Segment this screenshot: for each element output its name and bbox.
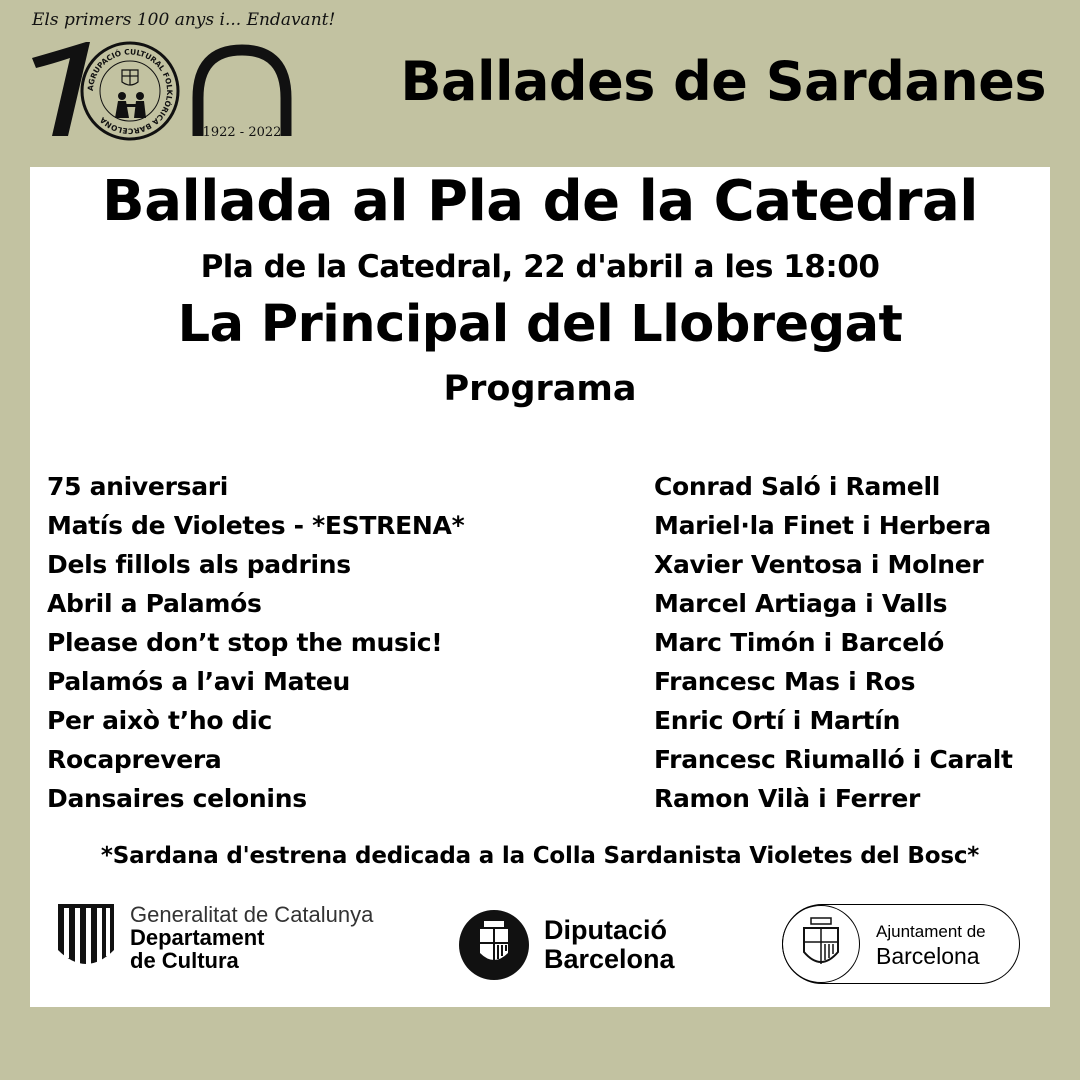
- department-name: de Cultura: [130, 947, 239, 973]
- list-item: Francesc Riumalló i Caralt: [654, 745, 1013, 774]
- tagline: Els primers 100 anys i... Endavant!: [32, 10, 336, 30]
- ajuntament-label: Ajuntament de: [876, 922, 986, 941]
- centenary-logo: [30, 36, 298, 146]
- shield-icon: [122, 70, 138, 85]
- list-item: 75 aniversari: [47, 472, 229, 501]
- program-heading: Programa: [443, 369, 637, 409]
- list-item: Marcel Artiaga i Valls: [654, 589, 948, 618]
- premiere-note: *Sardana d'estrena dedicada a la Colla Sardanista Violetes del Bosc*: [100, 843, 980, 869]
- ajuntament-badge: [782, 905, 860, 983]
- ajuntament-city: Barcelona: [876, 943, 980, 969]
- dancers-icon: [115, 92, 146, 118]
- diputacio-logo: [458, 909, 675, 981]
- generalitat-logo: [56, 902, 373, 972]
- list-item: Francesc Mas i Ros: [654, 667, 916, 696]
- list-item: Ramon Vilà i Ferrer: [654, 784, 921, 813]
- department-label: Departament: [130, 924, 265, 950]
- event-card: [30, 167, 1050, 1007]
- list-item: Marc Timón i Barceló: [654, 628, 944, 657]
- list-item: Xavier Ventosa i Molner: [654, 550, 984, 579]
- list-item: Please don’t stop the music!: [47, 628, 443, 657]
- ajuntament-logo: [782, 904, 1020, 984]
- list-item: Conrad Saló i Ramell: [654, 472, 940, 501]
- list-item: Matís de Violetes - *ESTRENA*: [47, 511, 465, 540]
- logo-years: 1922 - 2022: [202, 125, 282, 140]
- list-item: Mariel·la Finet i Herbera: [654, 511, 991, 540]
- composer-list: [654, 467, 1013, 818]
- band-name: La Principal del Llobregat: [177, 295, 903, 354]
- sardana-list: [47, 467, 464, 818]
- logo-ring-text: AGRUPACIÓ CULTURAL FOLKLÒRICA BARCELONA: [85, 47, 175, 136]
- list-item: Palamós a l’avi Mateu: [47, 667, 351, 696]
- event-location-time: Pla de la Catedral, 22 d'abril a les 18:00: [200, 249, 880, 285]
- catalan-shield-icon: [56, 902, 116, 972]
- list-item: Rocaprevera: [47, 745, 222, 774]
- list-item: Per això t’ho dic: [47, 706, 273, 735]
- diputacio-seal-icon: [458, 909, 530, 981]
- list-item: Dels fillols als padrins: [47, 550, 351, 579]
- event-title: Ballada al Pla de la Catedral: [102, 169, 978, 234]
- diputacio-city: Barcelona: [544, 944, 675, 974]
- list-item: Abril a Palamós: [47, 589, 262, 618]
- list-item: Dansaires celonins: [47, 784, 307, 813]
- diputacio-name: Diputació: [544, 915, 668, 945]
- generalitat-name: Generalitat de Catalunya: [130, 901, 374, 927]
- barcelona-shield-icon: [796, 916, 846, 972]
- logo-arch: [198, 50, 286, 136]
- list-item: Enric Ortí i Martín: [654, 706, 901, 735]
- page-title: Ballades de Sardanes: [400, 50, 1046, 113]
